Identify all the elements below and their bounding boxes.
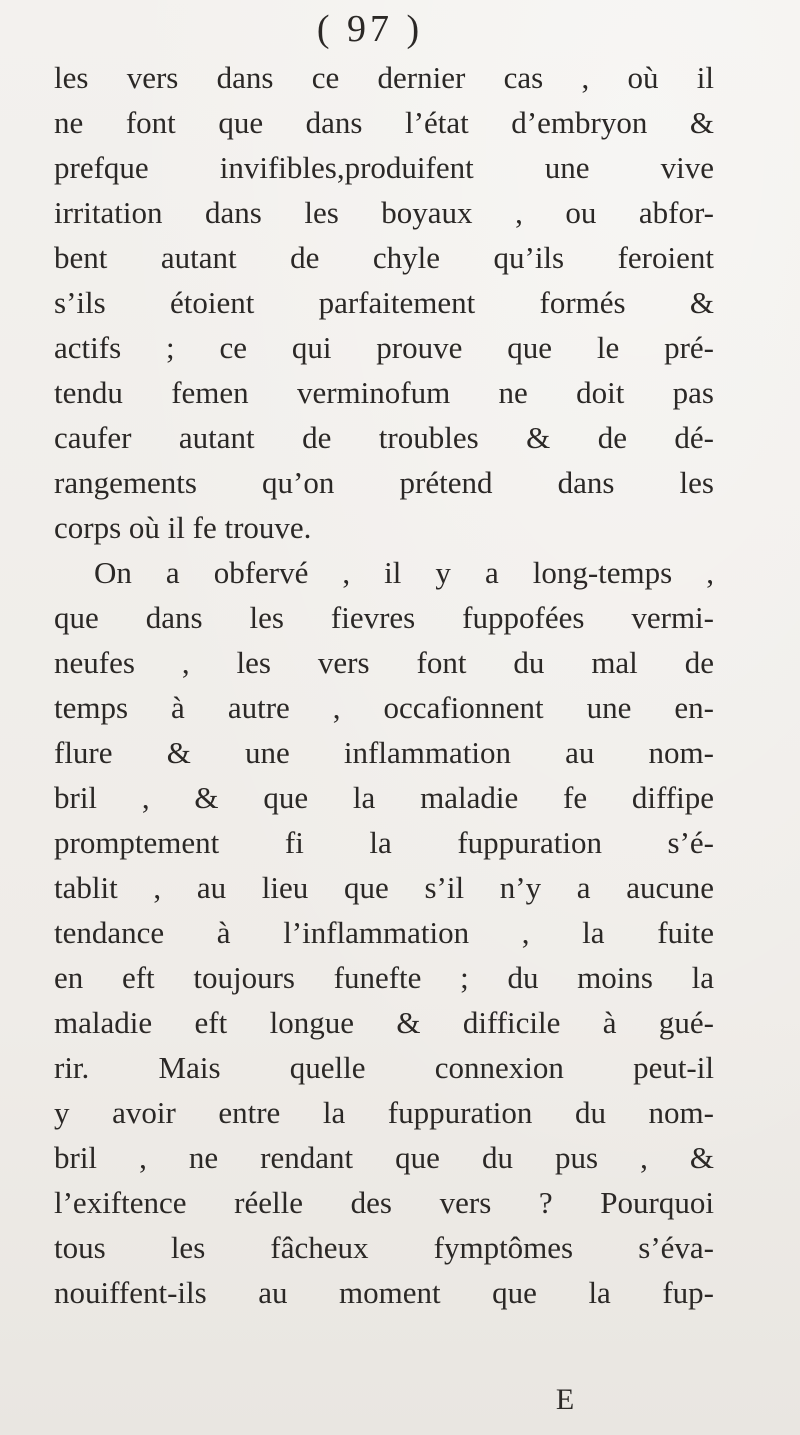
text-line: prefque invifibles,produifent une vive	[54, 150, 714, 185]
text-line: ne font que dans l’état d’embryon &	[54, 105, 714, 140]
text-line: rangements qu’on prétend dans les	[54, 465, 714, 500]
text-line: les vers dans ce dernier cas , où il	[54, 60, 714, 95]
text-line: bril , ne rendant que du pus , &	[54, 1140, 714, 1175]
page-number: ( 97 )	[316, 8, 424, 50]
text-line: bent autant de chyle qu’ils feroient	[54, 240, 714, 275]
text-line: rir. Mais quelle connexion peut-il	[54, 1050, 714, 1085]
text-line: tablit , au lieu que s’il n’y a aucune	[54, 870, 714, 905]
text-line: irritation dans les boyaux , ou abfor-	[54, 195, 714, 230]
text-line: y avoir entre la fuppuration du nom-	[54, 1095, 714, 1130]
text-line: en eft toujours funefte ; du moins la	[54, 960, 714, 995]
text-line: tendu femen verminofum ne doit pas	[54, 375, 714, 410]
body-text	[54, 55, 714, 1315]
text-line: que dans les fievres fuppofées vermi-	[54, 600, 714, 635]
text-line: bril , & que la maladie fe diffipe	[54, 780, 714, 815]
text-line: tous les fâcheux fymptômes s’éva-	[54, 1230, 714, 1265]
text-line: neufes , les vers font du mal de	[54, 645, 714, 680]
text-line: maladie eft longue & difficile à gué-	[54, 1005, 714, 1040]
text-line: caufer autant de troubles & de dé-	[54, 420, 714, 455]
paragraph-end-line: corps où il fe trouve.	[54, 510, 312, 545]
paragraph-start-line: On a obfervé , il y a long-temps ,	[94, 555, 714, 590]
signature-mark: E	[555, 1383, 575, 1416]
text-line: nouiffent-ils au moment que la fup-	[54, 1275, 714, 1310]
text-line: tendance à l’inflammation , la fuite	[54, 915, 714, 950]
text-line: flure & une inflammation au nom-	[54, 735, 714, 770]
text-line: temps à autre , occafionnent une en-	[54, 690, 714, 725]
text-line: l’exiftence réelle des vers ? Pourquoi	[54, 1185, 714, 1220]
text-line: s’ils étoient parfaitement formés &	[54, 285, 714, 320]
text-line: promptement fi la fuppuration s’é-	[54, 825, 714, 860]
text-line: actifs ; ce qui prouve que le pré-	[54, 330, 714, 365]
